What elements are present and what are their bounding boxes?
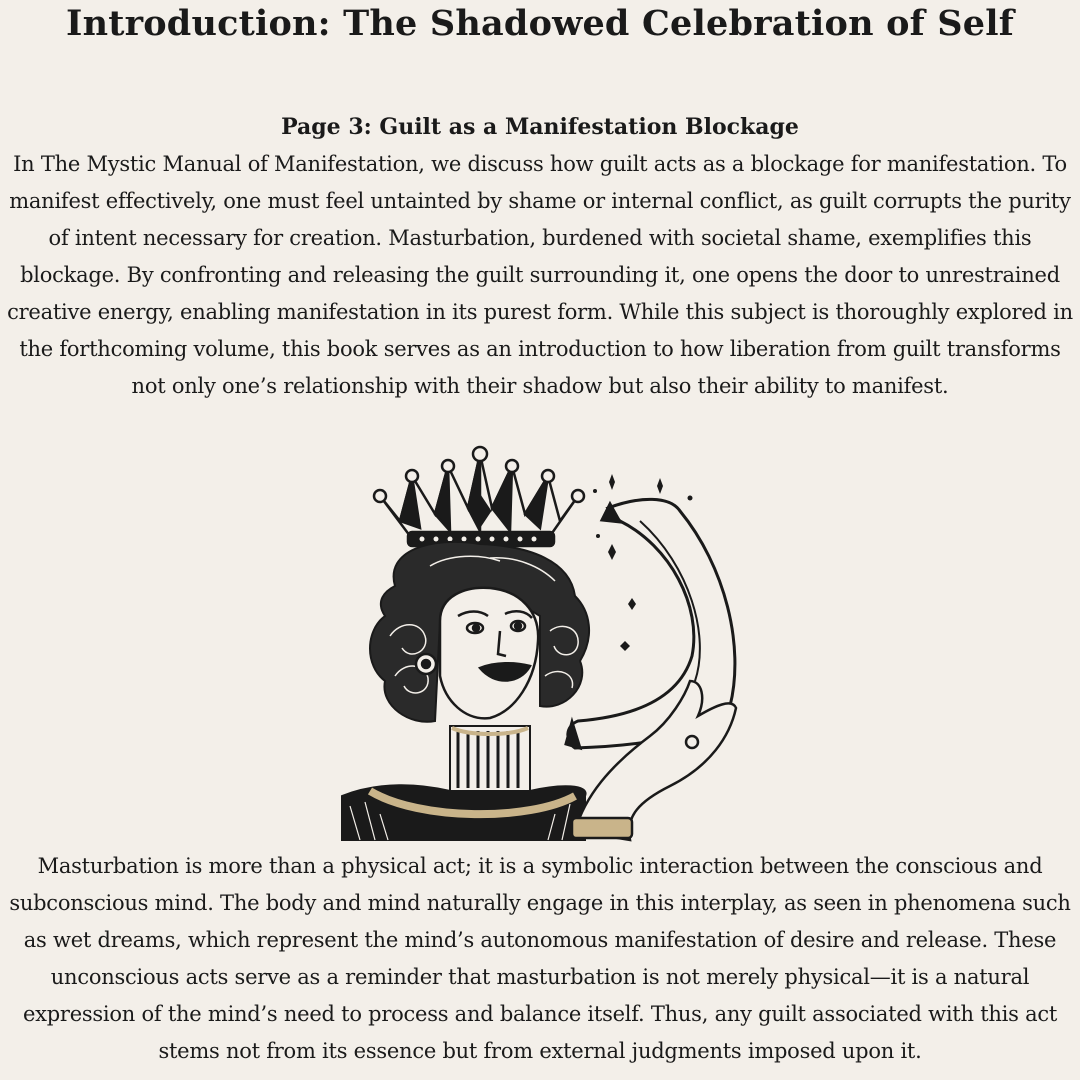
body-paragraph-1: In The Mystic Manual of Manifestation, we discuss how guilt acts as a blockage for manifestation. To manifest effectively, one must feel untainted by shame or internal conflict, as guilt corrupts the purity of intent necessary for creation. Masturbation, burdened with societal shame, exemplifies this blockage. By confronting and releasing the guilt surrounding it, one opens the door to unrestrained creative energy, enabling manifestation in its purest form. While this subject is thoroughly explored in the forthcoming volume, this book serves as an introduction to how liberation from guilt transforms not only one’s relationship with their shadow but also their ability to manifest.: [7, 152, 1073, 398]
body-paragraph-2: Masturbation is more than a physical act; it is a symbolic interaction between the conscious and subconscious mind. The body and mind naturally engage in this interplay, as seen in phenomena such as wet dreams, which represent the mind’s autonomous manifestation of desire and release. These unconscious acts serve as a reminder that masturbation is not merely physical—it is a natural expression of the mind’s need to process and balance itself. Thus, any guilt associated with this act stems not from its essence but from external judgments imposed upon it.: [9, 854, 1071, 1063]
page-title: Introduction: The Shadowed Celebration of Self: [66, 3, 1014, 44]
section-heading: Page 3: Guilt as a Manifestation Blockage: [281, 114, 799, 140]
crown-icon: [374, 447, 584, 546]
crowned-woman-illustration-icon: [340, 436, 750, 842]
collar-icon: [342, 726, 586, 840]
